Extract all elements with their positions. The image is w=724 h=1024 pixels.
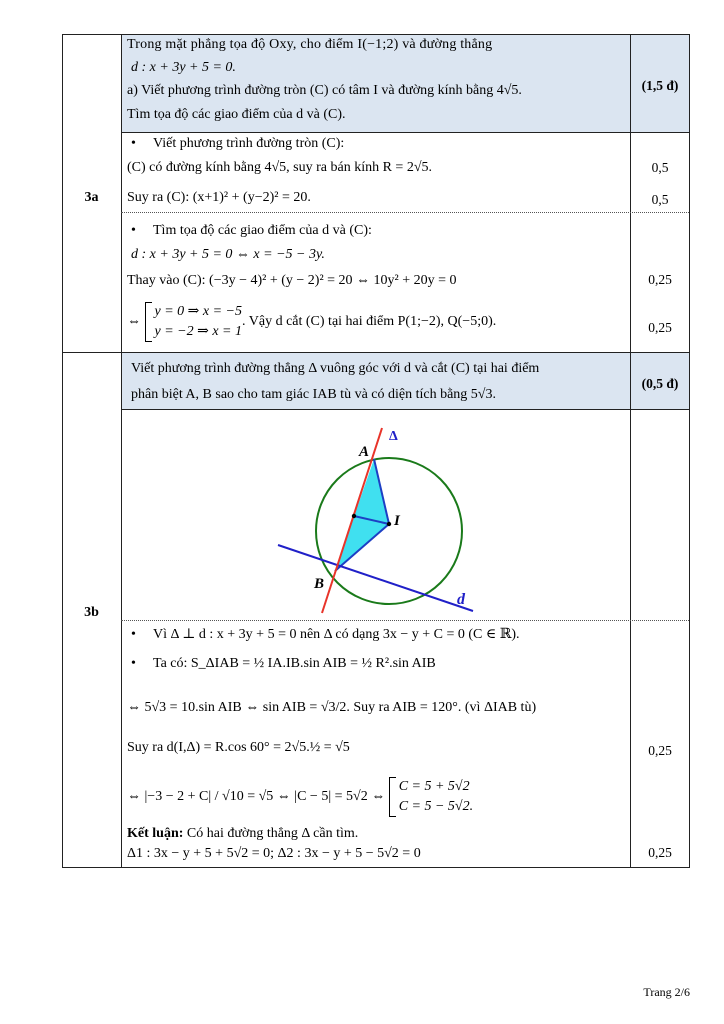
- q3a-step2-line3: Thay vào (C): (−3y − 4)² + (y − 2)² = 20 ⇔ 10y² + 20y = 0: [127, 273, 457, 288]
- row-divider-3a-3b: [62, 352, 689, 353]
- equiv-symbol: ⇔: [127, 314, 141, 330]
- c-solutions: [399, 777, 473, 817]
- c-bracket: [389, 777, 396, 817]
- q3b-conclusion: [127, 826, 358, 842]
- point-H: [352, 514, 356, 518]
- conclusion-label: Kết luận:: [127, 826, 184, 841]
- q3a-prompt-line1: Trong mặt phẳng tọa độ Oxy, cho điểm I(−1;2) và đường thẳng: [127, 37, 493, 52]
- q3a-step1-line3: Suy ra (C): (x+1)² + (y−2)² = 20.: [127, 190, 311, 205]
- q3b-prompt-line1: Viết phương trình đường thẳng Δ vuông góc với d và cắt (C) tại hai điểm: [131, 361, 540, 376]
- q3b-score1: 0,25: [648, 743, 672, 758]
- q3b-line3: ⇔ 5√3 = 10.sin AIB ⇔ sin AIB = √3/2. Suy ra AIB = 120°. (vì ΔIAB tù): [127, 700, 537, 715]
- q3a-prompt-line4: Tìm tọa độ các giao điểm của d và (C).: [127, 107, 346, 122]
- q3b-figure-divider: [121, 620, 689, 621]
- q3b-line2: • Ta có: S_ΔIAB = ½ IA.IB.sin AIB = ½ R².sin AIB: [127, 656, 436, 672]
- system-bracket: [145, 302, 152, 342]
- triangle-IAB: [335, 459, 389, 571]
- q3b-line7: Δ1 : 3x − y + 5 + 5√2 = 0; Δ2 : 3x − y + 5 − 5√2 = 0: [127, 846, 421, 861]
- page-footer: Trang 2/6: [643, 985, 690, 999]
- system-equations: [155, 302, 243, 342]
- q3a-step2-system: [127, 302, 496, 342]
- q3a-step-divider: [121, 212, 689, 213]
- table-top-border: [62, 34, 689, 35]
- c-solution2: C = 5 − 5√2.: [398, 799, 474, 814]
- q3a-label: 3a: [84, 190, 99, 205]
- label-d: d: [457, 591, 465, 608]
- label-delta: Δ: [389, 429, 398, 444]
- q3a-step1-bullet: • Viết phương trình đường tròn (C):: [127, 136, 344, 152]
- label-I: I: [394, 513, 400, 529]
- q3b-score2: 0,25: [648, 845, 672, 860]
- label-A: A: [359, 444, 370, 460]
- c-solution1: C = 5 + 5√2: [398, 779, 470, 794]
- q3a-step2-score2: 0,25: [648, 320, 672, 335]
- q3a-header-bottom: [121, 132, 689, 133]
- q3a-step1-score2: 0,5: [651, 192, 669, 207]
- q3a-step2-bullet: • Tìm tọa độ các giao điểm của d và (C):: [127, 223, 372, 239]
- q3a-step1-line2: (C) có đường kính bằng 4√5, suy ra bán kính R = 2√5.: [127, 160, 432, 175]
- q3b-line1: • Vì Δ ⊥ d : x + 3y + 5 = 0 nên Δ có dạng 3x − y + C = 0 (C ∈ ℝ).: [127, 626, 520, 643]
- geometry-figure: [121, 410, 630, 620]
- q3a-points: (1,5 đ): [641, 78, 679, 93]
- q3b-points: (0,5 đ): [641, 376, 679, 391]
- q3b-line5: [127, 777, 473, 817]
- q3b-label: 3b: [84, 605, 99, 620]
- label-B: B: [314, 576, 325, 592]
- q3b-line4: Suy ra d(I,Δ) = R.cos 60° = 2√5.½ = √5: [127, 740, 350, 755]
- system-eq2: y = −2 ⇒ x = 1: [154, 324, 242, 339]
- table-bottom-border: [62, 867, 689, 868]
- system-conclusion: . Vậy d cắt (C) tại hai điểm P(1;−2), Q(−5;0).: [242, 314, 497, 330]
- conclusion-text: Có hai đường thẳng Δ cần tìm.: [183, 826, 359, 841]
- q3b-prompt-line2: phân biệt A, B sao cho tam giác IAB tù và có diện tích bằng 5√3.: [131, 387, 496, 402]
- system-eq1: y = 0 ⇒ x = −5: [154, 304, 242, 319]
- q3a-prompt-line3: a) Viết phương trình đường tròn (C) có tâm I và đường kính bằng 4√5.: [127, 83, 522, 98]
- abs-equation: ⇔ |−3 − 2 + C| / √10 = √5 ⇔ |C − 5| = 5√2 ⇔: [127, 789, 386, 805]
- point-I: [387, 522, 391, 526]
- q3a-step2-score1: 0,25: [648, 272, 672, 287]
- q3a-prompt-line2: d : x + 3y + 5 = 0.: [131, 60, 236, 75]
- q3a-step2-line2: d : x + 3y + 5 = 0 ⇔ x = −5 − 3y.: [131, 247, 325, 262]
- q3a-step1-score1: 0,5: [651, 160, 669, 175]
- table-left-border: [62, 34, 63, 868]
